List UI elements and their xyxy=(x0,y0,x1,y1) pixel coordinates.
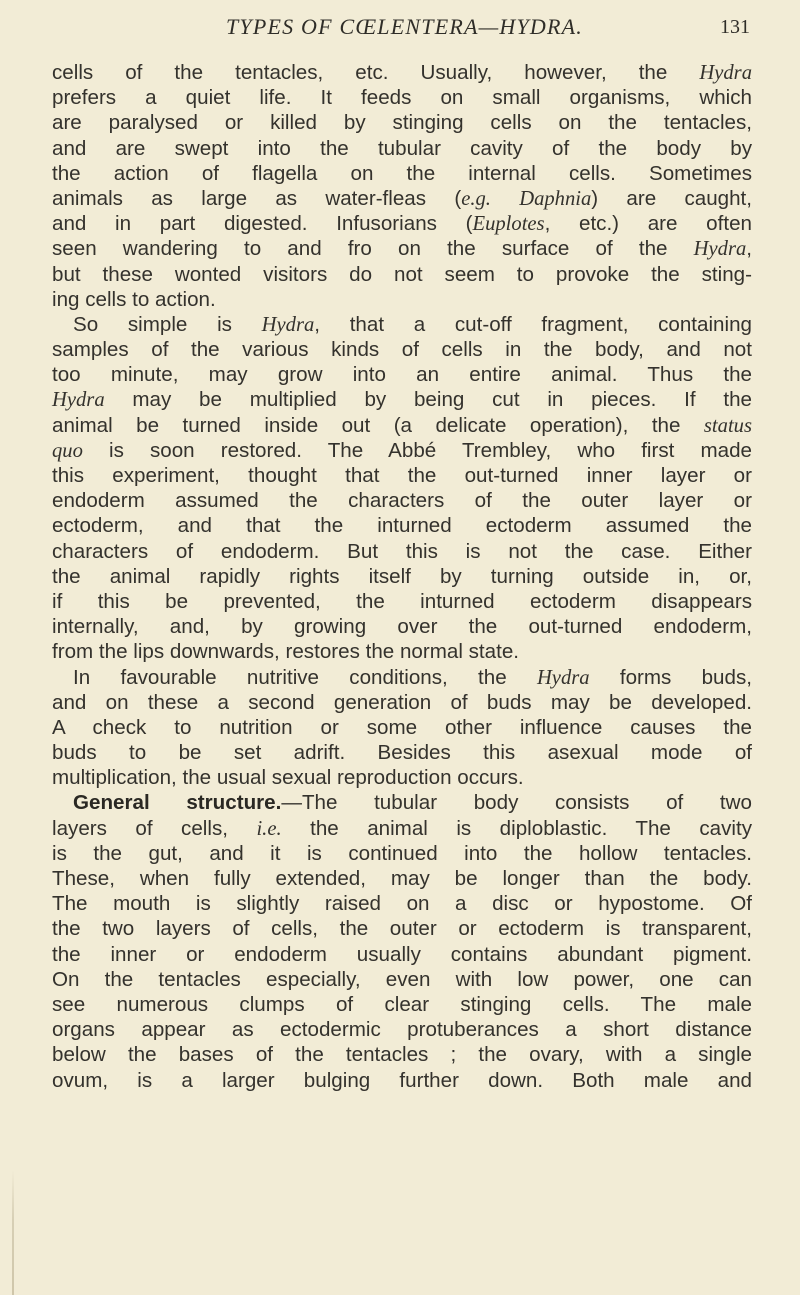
text-line: characters of endoderm. But this is not the case. Either xyxy=(52,539,752,563)
paragraph-start-line: In favourable nutritive conditions, the Hydra forms buds, xyxy=(73,665,752,689)
text-line: organs appear as ectodermic protuberances a short distance xyxy=(52,1018,752,1042)
italic-term: quo xyxy=(52,439,83,462)
text-line: ovum, is a larger bulging further down. Both male and xyxy=(52,1068,752,1092)
page-edge-shadow xyxy=(12,1170,14,1295)
section-heading-line: General structure.—The tubular body consists of two xyxy=(73,791,752,815)
text-line: cells of the tentacles, etc. Usually, however, the Hydra xyxy=(52,61,752,84)
text-line: layers of cells, i.e. the animal is diploblastic. The cavity xyxy=(52,816,752,840)
text-line: ectoderm, and that the inturned ectoderm assumed the xyxy=(52,514,752,538)
italic-term: Hydra xyxy=(261,313,315,336)
text-line: seen wandering to and fro on the surface of the Hydra, xyxy=(52,237,752,261)
page-number: 131 xyxy=(720,16,750,38)
text-line: ing cells to action. xyxy=(52,287,216,311)
text-line: are paralysed or killed by stinging cells on the tentacles, xyxy=(52,111,752,135)
text-line: animal be turned inside out (a delicate operation), the status xyxy=(52,413,752,437)
text-line: if this be prevented, the inturned ectoderm disappears xyxy=(52,589,752,613)
text-line: multiplication, the usual sexual reproduction occurs. xyxy=(52,766,524,790)
text-line: Hydra may be multiplied by being cut in pieces. If the xyxy=(52,388,752,412)
paragraph-start-line: So simple is Hydra, that a cut-off fragment, containing xyxy=(73,312,752,336)
italic-term: Hydra xyxy=(536,666,590,689)
text-line: the inner or endoderm usually contains abundant pigment. xyxy=(52,942,752,966)
text-line: The mouth is slightly raised on a disc or hypostome. Of xyxy=(52,892,752,916)
text-line: prefers a quiet life. It feeds on small organisms, which xyxy=(52,86,752,110)
text-line: see numerous clumps of clear stinging cells. The male xyxy=(52,992,752,1016)
italic-term: Hydra xyxy=(693,238,747,261)
text-line: below the bases of the tentacles ; the ovary, with a single xyxy=(52,1043,752,1067)
text-line: quo is soon restored. The Abbé Trembley, who first made xyxy=(52,438,752,462)
text-line: this experiment, thought that the out-turned inner layer or xyxy=(52,464,752,487)
text-line: the action of flagella on the internal cells. Sometimes xyxy=(52,161,752,185)
running-title: TYPES OF CŒLENTERA—HYDRA. xyxy=(226,14,583,39)
text-line: and on these a second generation of buds may be developed. xyxy=(52,690,752,714)
text-line: too minute, may grow into an entire animal. Thus the xyxy=(52,363,752,387)
italic-term: status xyxy=(703,414,752,437)
text-line: A check to nutrition or some other influence causes the xyxy=(52,715,752,739)
text-line: is the gut, and it is continued into the hollow tentacles. xyxy=(52,841,752,865)
text-line: but these wonted visitors do not seem to provoke the sting- xyxy=(52,262,752,286)
italic-term: i.e. xyxy=(256,817,282,840)
text-line: endoderm assumed the characters of the outer layer or xyxy=(52,489,752,513)
text-line: and are swept into the tubular cavity of the body by xyxy=(52,136,752,160)
italic-term: Hydra xyxy=(699,62,752,84)
text-line: the animal rapidly rights itself by turning outside in, or, xyxy=(52,564,752,588)
text-line: and in part digested. Infusorians (Euplotes, etc.) are often xyxy=(52,212,752,236)
italic-term: Euplotes xyxy=(472,213,545,236)
body-text xyxy=(52,60,752,1093)
section-heading: General structure. xyxy=(73,791,282,815)
italic-term: Daphnia xyxy=(519,187,592,210)
text-line: buds to be set adrift. Besides this asexual mode of xyxy=(52,741,752,765)
text-line: These, when fully extended, may be longer than the body. xyxy=(52,867,752,890)
running-head xyxy=(0,14,800,50)
text-line: samples of the various kinds of cells in the body, and not xyxy=(52,338,752,362)
text-line: the two layers of cells, the outer or ectoderm is transparent, xyxy=(52,917,752,941)
italic-term: e.g. xyxy=(461,187,491,210)
italic-term: Hydra xyxy=(52,389,105,412)
text-line: from the lips downwards, restores the normal state. xyxy=(52,640,519,664)
text-line: animals as large as water-fleas (e.g. Daphnia) are caught, xyxy=(52,186,752,210)
text-line: On the tentacles especially, even with low power, one can xyxy=(52,967,752,991)
text-line: internally, and, by growing over the out-turned endoderm, xyxy=(52,615,752,639)
